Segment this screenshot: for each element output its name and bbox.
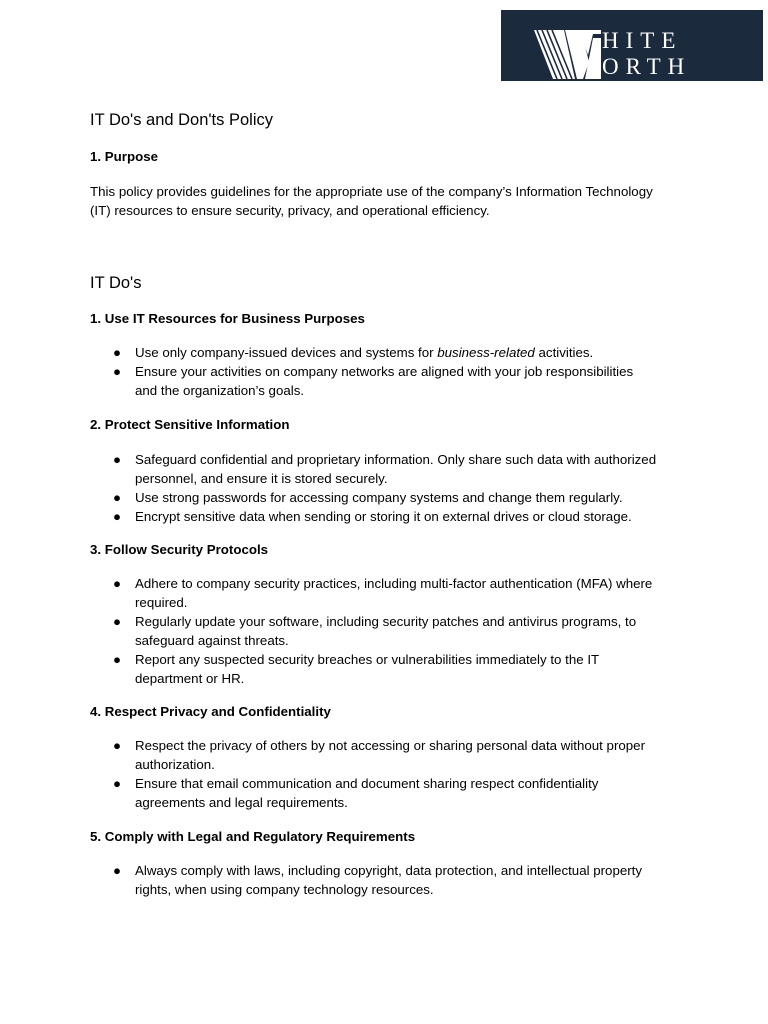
section-2-heading: 2. Protect Sensitive Information bbox=[90, 417, 290, 432]
list-item bbox=[90, 612, 690, 650]
list-item bbox=[90, 574, 690, 612]
section-5-heading: 5. Comply with Legal and Regulatory Requirements bbox=[90, 829, 416, 844]
bullet-text: Use only company-issued devices and systems for bbox=[135, 345, 438, 360]
bullet-icon: ● bbox=[113, 652, 122, 667]
list-item bbox=[90, 774, 690, 812]
bullet-text: agreements and legal requirements. bbox=[135, 795, 348, 810]
bullet-icon: ● bbox=[113, 614, 122, 629]
bullet-text: rights, when using company technology resources. bbox=[135, 882, 434, 897]
purpose-line-1: This policy provides guidelines for the appropriate use of the company’s Information Technology bbox=[90, 184, 653, 199]
logo-text-line2: ORTH bbox=[602, 54, 692, 79]
it-dos-heading: IT Do's bbox=[90, 274, 142, 292]
logo-text-line1: HITE bbox=[602, 28, 683, 53]
section-1-heading: 1. Use IT Resources for Business Purposes bbox=[90, 311, 365, 326]
section-2-list bbox=[90, 450, 690, 526]
purpose-line-2: (IT) resources to ensure security, privacy, and operational efficiency. bbox=[90, 203, 490, 218]
section-3-heading: 3. Follow Security Protocols bbox=[90, 542, 269, 557]
bullet-icon: ● bbox=[113, 509, 122, 524]
bullet-icon: ● bbox=[113, 738, 122, 753]
list-item bbox=[90, 507, 690, 526]
bullet-icon: ● bbox=[113, 452, 122, 467]
bullet-text: Encrypt sensitive data when sending or storing it on external drives or cloud storage. bbox=[135, 509, 632, 524]
bullet-text: Respect the privacy of others by not accessing or sharing personal data without proper bbox=[135, 738, 645, 753]
section-5-list bbox=[90, 861, 690, 899]
bullet-text: safeguard against threats. bbox=[135, 633, 289, 648]
list-item bbox=[90, 861, 690, 899]
bullet-icon: ● bbox=[113, 576, 122, 591]
bullet-text: Regularly update your software, including security patches and antivirus programs, to bbox=[135, 614, 637, 629]
document-title: IT Do's and Don'ts Policy bbox=[90, 111, 273, 129]
list-item bbox=[90, 736, 690, 774]
list-item bbox=[90, 362, 690, 400]
bullet-text: Use strong passwords for accessing company systems and change them regularly. bbox=[135, 490, 623, 505]
section-4-heading: 4. Respect Privacy and Confidentiality bbox=[90, 704, 331, 719]
bullet-emphasis: business-related bbox=[437, 345, 535, 360]
section-4-list bbox=[90, 736, 690, 812]
bullet-text: Adhere to company security practices, including multi-factor authentication (MFA) where bbox=[135, 576, 653, 591]
list-item bbox=[90, 650, 690, 688]
bullet-text: authorization. bbox=[135, 757, 215, 772]
bullet-text: Safeguard confidential and proprietary information. Only share such data with authorized bbox=[135, 452, 657, 467]
section-3-list bbox=[90, 574, 690, 688]
list-item bbox=[90, 488, 690, 507]
bullet-icon: ● bbox=[113, 863, 122, 878]
bullet-icon: ● bbox=[113, 364, 122, 379]
bullet-text: personnel, and ensure it is stored securely. bbox=[135, 471, 388, 486]
purpose-heading: 1. Purpose bbox=[90, 149, 158, 164]
bullet-text: Ensure that email communication and document sharing respect confidentiality bbox=[135, 776, 599, 791]
list-item bbox=[90, 343, 690, 362]
bullet-text: activities. bbox=[534, 345, 594, 360]
bullet-icon: ● bbox=[113, 776, 122, 791]
bullet-text: Report any suspected security breaches or vulnerabilities immediately to the IT bbox=[135, 652, 600, 667]
bullet-text: Ensure your activities on company networks are aligned with your job responsibilities bbox=[135, 364, 634, 379]
bullet-icon: ● bbox=[113, 345, 122, 360]
bullet-text: Always comply with laws, including copyright, data protection, and intellectual property bbox=[135, 863, 643, 878]
list-item bbox=[90, 450, 690, 488]
section-1-list bbox=[90, 343, 690, 400]
bullet-text: and the organization’s goals. bbox=[135, 383, 305, 398]
bullet-text: department or HR. bbox=[135, 671, 245, 686]
bullet-icon: ● bbox=[113, 490, 122, 505]
company-logo bbox=[501, 10, 763, 81]
bullet-text: required. bbox=[135, 595, 188, 610]
purpose-paragraph bbox=[90, 182, 690, 220]
